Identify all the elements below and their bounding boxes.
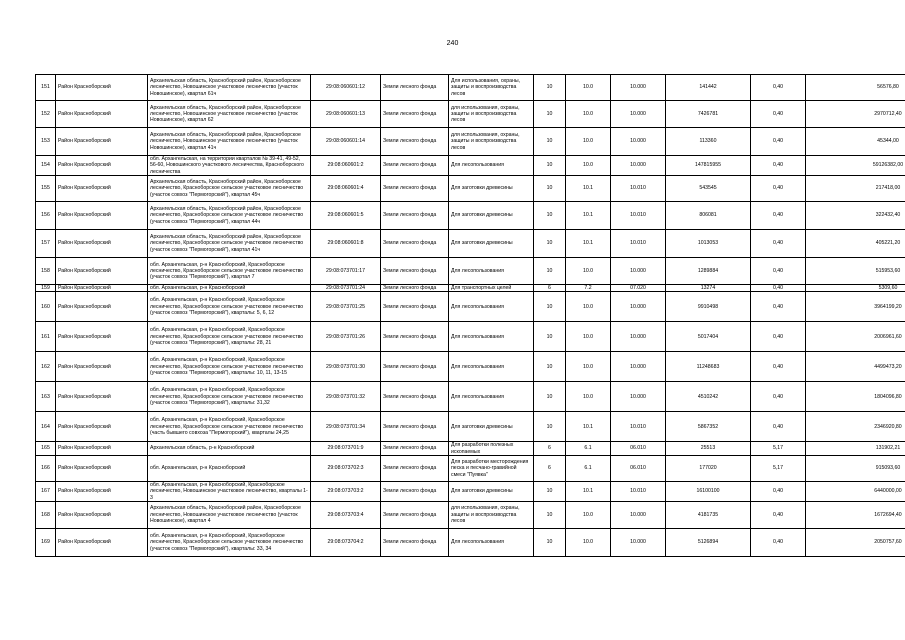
table-row bbox=[36, 156, 905, 176]
use-code-cell: 06.010 bbox=[611, 455, 666, 481]
use-code-subgroup-cell: 10.0 bbox=[566, 258, 611, 285]
page-number: 240 bbox=[446, 40, 459, 47]
rate-cell: 0,40 bbox=[751, 322, 806, 352]
use-code-cell: 10.000 bbox=[611, 292, 666, 322]
address-cell: Архангельская область, Красноборский район, Красноборское лесничество, Новошинское участковое лесничество (участок Новошинское), квартал 4 bbox=[148, 501, 311, 528]
rate-cell: 0,40 bbox=[751, 202, 806, 230]
cadastral-number-cell: 29:08:060601:14 bbox=[311, 128, 381, 156]
use-code-group-cell: 10 bbox=[534, 481, 566, 501]
use-code-group-cell: 10 bbox=[534, 202, 566, 230]
row-number: 157 bbox=[36, 230, 56, 258]
land-category-cell: Земли лесного фонда bbox=[381, 322, 449, 352]
rate-cell: 0,40 bbox=[751, 156, 806, 176]
use-code-cell: 10.010 bbox=[611, 202, 666, 230]
land-category-cell: Земли лесного фонда bbox=[381, 412, 449, 442]
cadastral-value-cell: 4499473,20 bbox=[806, 352, 905, 382]
use-code-cell: 10.000 bbox=[611, 101, 666, 128]
table-row bbox=[36, 322, 905, 352]
address-cell: Архангельская область, Красноборский район, Красноборское лесничество, Новошинское участковое лесничество (участок Новошинское), квартал 62 bbox=[148, 101, 311, 128]
cadastral-value-cell: 1672694,40 bbox=[806, 501, 905, 528]
district-cell: Район Красноборский bbox=[56, 528, 148, 556]
use-code-group-cell: 10 bbox=[534, 382, 566, 412]
use-code-subgroup-cell: 10.1 bbox=[566, 481, 611, 501]
area-cell: 4510242 bbox=[666, 382, 751, 412]
cadastral-value-cell: 915093,60 bbox=[806, 455, 905, 481]
address-cell: обл. Архангельская, р-н Красноборский, Красноборское лесничество, Красноборское сельское участковое лесничество (участок совхоз "Пермогорский"), кварталы: 33, 34 bbox=[148, 528, 311, 556]
use-code-cell: 10.000 bbox=[611, 156, 666, 176]
rate-cell: 0,40 bbox=[751, 352, 806, 382]
land-category-cell: Земли лесного фонда bbox=[381, 202, 449, 230]
address-cell: обл. Архангельская, р-н Красноборский, Красноборское лесничество, Красноборское сельское участковое лесничество (участок совхоз "Пермогорский"), кварталы: 10, 11, 13-15 bbox=[148, 352, 311, 382]
use-code-subgroup-cell: 6.1 bbox=[566, 442, 611, 456]
use-code-group-cell: 10 bbox=[534, 101, 566, 128]
area-cell: 113360 bbox=[666, 128, 751, 156]
land-category-cell: Земли лесного фонда bbox=[381, 258, 449, 285]
use-code-cell: 10.000 bbox=[611, 322, 666, 352]
permitted-use-cell: Для лесопользования bbox=[449, 322, 534, 352]
address-cell: обл. Архангельская, на территории кварталов № 39-41, 49-52, 56-60, Новошинского участкового лесничества, Красноборского лесничества bbox=[148, 156, 311, 176]
rate-cell: 5,17 bbox=[751, 442, 806, 456]
permitted-use-cell: Для транспортных целей bbox=[449, 285, 534, 292]
row-number: 169 bbox=[36, 528, 56, 556]
address-cell: Архангельская область, р-н Красноборский bbox=[148, 442, 311, 456]
area-cell: 16100100 bbox=[666, 481, 751, 501]
use-code-group-cell: 10 bbox=[534, 528, 566, 556]
address-cell: обл. Архангельская, р-н Красноборский, Красноборское лесничество, Красноборское сельское участковое лесничество (участок совхоз "Пермогорский"), кварталы: 28, 21 bbox=[148, 322, 311, 352]
row-number: 163 bbox=[36, 382, 56, 412]
cadastral-number-cell: 29:08:073701:34 bbox=[311, 412, 381, 442]
district-cell: Район Красноборский bbox=[56, 101, 148, 128]
district-cell: Район Красноборский bbox=[56, 156, 148, 176]
district-cell: Район Красноборский bbox=[56, 75, 148, 101]
rate-cell: 0,40 bbox=[751, 382, 806, 412]
use-code-group-cell: 10 bbox=[534, 176, 566, 202]
use-code-group-cell: 6 bbox=[534, 455, 566, 481]
row-number: 158 bbox=[36, 258, 56, 285]
row-number: 154 bbox=[36, 156, 56, 176]
address-cell: обл. Архангельская, р-н Красноборский, Красноборское лесничество, Красноборское сельское участковое лесничество (участок совхоз "Пермогорский"), кварталы: 5, 6, 12 bbox=[148, 292, 311, 322]
row-number: 152 bbox=[36, 101, 56, 128]
district-cell: Район Красноборский bbox=[56, 285, 148, 292]
land-category-cell: Земли лесного фонда bbox=[381, 481, 449, 501]
use-code-group-cell: 10 bbox=[534, 292, 566, 322]
permitted-use-cell: для использования, охраны, защиты и воспроизводства лесов bbox=[449, 501, 534, 528]
land-category-cell: Земли лесного фонда bbox=[381, 230, 449, 258]
address-cell: обл. Архангельская, р-н Красноборский, Красноборское лесничество, Красноборское сельское участковое лесничество (участок совхоз "Пермогорский"), квартал 7 bbox=[148, 258, 311, 285]
use-code-group-cell: 10 bbox=[534, 352, 566, 382]
cadastral-number-cell: 29:08:073701:25 bbox=[311, 292, 381, 322]
cadastral-number-cell: 29:08:073703:4 bbox=[311, 501, 381, 528]
address-cell: обл. Архангельская, р-н Красноборский, Красноборское лесничество, Красноборское сельское участковое лесничество (участок совхоз "Пермогорский"), кварталы: 31,32 bbox=[148, 382, 311, 412]
land-category-cell: Земли лесного фонда bbox=[381, 176, 449, 202]
rate-cell: 0,40 bbox=[751, 412, 806, 442]
district-cell: Район Красноборский bbox=[56, 352, 148, 382]
use-code-group-cell: 10 bbox=[534, 322, 566, 352]
use-code-group-cell: 6 bbox=[534, 442, 566, 456]
permitted-use-cell: Для заготовки древесины bbox=[449, 481, 534, 501]
cadastral-value-cell: 56576,80 bbox=[806, 75, 905, 101]
area-cell: 13274 bbox=[666, 285, 751, 292]
table-row bbox=[36, 382, 905, 412]
use-code-subgroup-cell: 10.1 bbox=[566, 202, 611, 230]
land-category-cell: Земли лесного фонда bbox=[381, 528, 449, 556]
row-number: 162 bbox=[36, 352, 56, 382]
address-cell: Архангельская область, Красноборский район, Красноборское лесничество, Красноборское сельское участковое лесничество (участок совхоз "Пермогорский"), квартал 45ч bbox=[148, 176, 311, 202]
row-number: 164 bbox=[36, 412, 56, 442]
area-cell: 543545 bbox=[666, 176, 751, 202]
use-code-cell: 10.000 bbox=[611, 382, 666, 412]
land-category-cell: Земли лесного фонда bbox=[381, 75, 449, 101]
rate-cell: 0,40 bbox=[751, 285, 806, 292]
use-code-subgroup-cell: 10.0 bbox=[566, 156, 611, 176]
area-cell: 4181735 bbox=[666, 501, 751, 528]
use-code-subgroup-cell: 6.1 bbox=[566, 455, 611, 481]
table-row bbox=[36, 176, 905, 202]
use-code-subgroup-cell: 10.0 bbox=[566, 382, 611, 412]
land-category-cell: Земли лесного фонда bbox=[381, 285, 449, 292]
table-row bbox=[36, 442, 905, 456]
permitted-use-cell: Для лесопользования bbox=[449, 292, 534, 322]
table-row bbox=[36, 412, 905, 442]
use-code-subgroup-cell: 10.0 bbox=[566, 128, 611, 156]
cadastral-value-cell: 2970712,40 bbox=[806, 101, 905, 128]
row-number: 156 bbox=[36, 202, 56, 230]
cadastral-value-cell: 515953,60 bbox=[806, 258, 905, 285]
address-cell: Архангельская область, Красноборский район, Красноборское лесничество, Новошинское участковое лесничество (участок Новошинское), квартал 41ч bbox=[148, 128, 311, 156]
district-cell: Район Красноборский bbox=[56, 202, 148, 230]
use-code-cell: 10.010 bbox=[611, 412, 666, 442]
district-cell: Район Красноборский bbox=[56, 442, 148, 456]
land-category-cell: Земли лесного фонда bbox=[381, 128, 449, 156]
area-cell: 5126894 bbox=[666, 528, 751, 556]
land-category-cell: Земли лесного фонда bbox=[381, 501, 449, 528]
land-category-cell: Земли лесного фонда bbox=[381, 101, 449, 128]
table-row bbox=[36, 292, 905, 322]
cadastral-number-cell: 29:08:060601:8 bbox=[311, 230, 381, 258]
area-cell: 25513 bbox=[666, 442, 751, 456]
cadastral-value-cell: 59126382,00 bbox=[806, 156, 905, 176]
use-code-group-cell: 10 bbox=[534, 258, 566, 285]
row-number: 160 bbox=[36, 292, 56, 322]
district-cell: Район Красноборский bbox=[56, 292, 148, 322]
cadastral-number-cell: 29:08:073701:30 bbox=[311, 352, 381, 382]
cadastral-number-cell: 29:08:073703:2 bbox=[311, 481, 381, 501]
use-code-cell: 10.010 bbox=[611, 481, 666, 501]
district-cell: Район Красноборский bbox=[56, 322, 148, 352]
use-code-group-cell: 10 bbox=[534, 501, 566, 528]
cadastral-value-cell: 405221,20 bbox=[806, 230, 905, 258]
use-code-subgroup-cell: 10.0 bbox=[566, 75, 611, 101]
area-cell: 1013053 bbox=[666, 230, 751, 258]
district-cell: Район Красноборский bbox=[56, 258, 148, 285]
use-code-cell: 10.000 bbox=[611, 75, 666, 101]
use-code-subgroup-cell: 10.0 bbox=[566, 501, 611, 528]
rate-cell: 0,40 bbox=[751, 230, 806, 258]
cadastral-number-cell: 29:08:073702:3 bbox=[311, 455, 381, 481]
use-code-cell: 10.000 bbox=[611, 352, 666, 382]
rate-cell: 0,40 bbox=[751, 481, 806, 501]
rate-cell: 0,40 bbox=[751, 258, 806, 285]
cadastral-number-cell: 29:08:060601:13 bbox=[311, 101, 381, 128]
cadastral-value-cell: 6440000,00 bbox=[806, 481, 905, 501]
cadastral-value-cell: 322432,40 bbox=[806, 202, 905, 230]
land-category-cell: Земли лесного фонда bbox=[381, 292, 449, 322]
permitted-use-cell: Для лесопользования bbox=[449, 528, 534, 556]
use-code-subgroup-cell: 10.0 bbox=[566, 292, 611, 322]
cadastral-number-cell: 29:08:073701:17 bbox=[311, 258, 381, 285]
row-number: 166 bbox=[36, 455, 56, 481]
district-cell: Район Красноборский bbox=[56, 481, 148, 501]
permitted-use-cell: Для лесопользования bbox=[449, 258, 534, 285]
cadastral-number-cell: 29:08:060601:5 bbox=[311, 202, 381, 230]
land-category-cell: Земли лесного фонда bbox=[381, 442, 449, 456]
use-code-group-cell: 10 bbox=[534, 412, 566, 442]
permitted-use-cell: Для заготовки древесины bbox=[449, 230, 534, 258]
use-code-subgroup-cell: 10.0 bbox=[566, 528, 611, 556]
district-cell: Район Красноборский bbox=[56, 455, 148, 481]
cadastral-number-cell: 29:08:060601:12 bbox=[311, 75, 381, 101]
table-row bbox=[36, 501, 905, 528]
land-category-cell: Земли лесного фонда bbox=[381, 455, 449, 481]
row-number: 161 bbox=[36, 322, 56, 352]
cadastral-number-cell: 29:08:073704:2 bbox=[311, 528, 381, 556]
use-code-cell: 10.000 bbox=[611, 501, 666, 528]
use-code-cell: 10.010 bbox=[611, 230, 666, 258]
address-cell: обл. Архангельская, р-н Красноборский bbox=[148, 455, 311, 481]
permitted-use-cell: для использования, охраны, защиты и воспроизводства лесов bbox=[449, 128, 534, 156]
land-plots-table bbox=[35, 74, 905, 557]
table-row bbox=[36, 202, 905, 230]
address-cell: обл. Архангельская, р-н Красноборский, Красноборское лесничество, Новошинское участковое лесничество, кварталы 1-3 bbox=[148, 481, 311, 501]
district-cell: Район Красноборский bbox=[56, 412, 148, 442]
cadastral-value-cell: 45344,00 bbox=[806, 128, 905, 156]
area-cell: 806081 bbox=[666, 202, 751, 230]
cadastral-number-cell: 29:08:060601:4 bbox=[311, 176, 381, 202]
land-category-cell: Земли лесного фонда bbox=[381, 156, 449, 176]
permitted-use-cell: Для заготовки древесины bbox=[449, 202, 534, 230]
use-code-cell: 10.000 bbox=[611, 258, 666, 285]
use-code-cell: 10.000 bbox=[611, 528, 666, 556]
cadastral-number-cell: 29:08:073701:26 bbox=[311, 322, 381, 352]
address-cell: Архангельская область, Красноборский район, Красноборское лесничество, Красноборское сельское участковое лесничество (участок совхоз "Пермогорский"), квартал 44ч bbox=[148, 202, 311, 230]
district-cell: Район Красноборский bbox=[56, 230, 148, 258]
use-code-group-cell: 10 bbox=[534, 128, 566, 156]
use-code-group-cell: 6 bbox=[534, 285, 566, 292]
area-cell: 11248683 bbox=[666, 352, 751, 382]
cadastral-number-cell: 29:08:073701:9 bbox=[311, 442, 381, 456]
district-cell: Район Красноборский bbox=[56, 382, 148, 412]
table-row bbox=[36, 352, 905, 382]
permitted-use-cell: Для заготовки древесины bbox=[449, 412, 534, 442]
table-row bbox=[36, 528, 905, 556]
table-row bbox=[36, 101, 905, 128]
table-row bbox=[36, 75, 905, 101]
row-number: 151 bbox=[36, 75, 56, 101]
rate-cell: 0,40 bbox=[751, 75, 806, 101]
table-row bbox=[36, 128, 905, 156]
cadastral-value-cell: 1804096,80 bbox=[806, 382, 905, 412]
permitted-use-cell: для использования, охраны, защиты и воспроизводства лесов bbox=[449, 101, 534, 128]
address-cell: Архангельская область, Красноборский район, Красноборское лесничество, Новошинское участковое лесничество (участок Новошинское), квартал 61ч bbox=[148, 75, 311, 101]
land-category-cell: Земли лесного фонда bbox=[381, 352, 449, 382]
address-cell: обл. Архангельская, р-н Красноборский bbox=[148, 285, 311, 292]
permitted-use-cell: Для лесопользования bbox=[449, 156, 534, 176]
rate-cell: 0,40 bbox=[751, 292, 806, 322]
area-cell: 1289884 bbox=[666, 258, 751, 285]
area-cell: 5867352 bbox=[666, 412, 751, 442]
row-number: 167 bbox=[36, 481, 56, 501]
permitted-use-cell: Для разработки полезных ископаемых bbox=[449, 442, 534, 456]
rate-cell: 0,40 bbox=[751, 101, 806, 128]
cadastral-number-cell: 29:08:073701:24 bbox=[311, 285, 381, 292]
address-cell: обл. Архангельская, р-н Красноборский, Красноборское лесничество, Красноборское сельское участковое лесничество (часть бывшего совхоза "Пермогорский"), кварталы 24,25 bbox=[148, 412, 311, 442]
table-row bbox=[36, 481, 905, 501]
area-cell: 177020 bbox=[666, 455, 751, 481]
cadastral-value-cell: 2006961,60 bbox=[806, 322, 905, 352]
cadastral-value-cell: 131902,21 bbox=[806, 442, 905, 456]
use-code-group-cell: 10 bbox=[534, 75, 566, 101]
area-cell: 5017404 bbox=[666, 322, 751, 352]
cadastral-number-cell: 29:08:060601:2 bbox=[311, 156, 381, 176]
permitted-use-cell: Для разработки месторождения песка и песчано-гравийной смеси "Пуявка" bbox=[449, 455, 534, 481]
use-code-subgroup-cell: 7.2 bbox=[566, 285, 611, 292]
use-code-group-cell: 10 bbox=[534, 156, 566, 176]
permitted-use-cell: Для заготовки древесины bbox=[449, 176, 534, 202]
area-cell: 9910498 bbox=[666, 292, 751, 322]
table-row bbox=[36, 285, 905, 292]
rate-cell: 0,40 bbox=[751, 528, 806, 556]
use-code-cell: 10.000 bbox=[611, 128, 666, 156]
cadastral-value-cell: 217418,00 bbox=[806, 176, 905, 202]
use-code-subgroup-cell: 10.0 bbox=[566, 352, 611, 382]
table-row bbox=[36, 258, 905, 285]
table-row bbox=[36, 455, 905, 481]
use-code-subgroup-cell: 10.1 bbox=[566, 176, 611, 202]
rate-cell: 0,40 bbox=[751, 128, 806, 156]
rate-cell: 5,17 bbox=[751, 455, 806, 481]
use-code-subgroup-cell: 10.0 bbox=[566, 101, 611, 128]
permitted-use-cell: Для использования, охраны, защиты и воспроизводства лесов bbox=[449, 75, 534, 101]
use-code-group-cell: 10 bbox=[534, 230, 566, 258]
cadastral-value-cell: 5309,60 bbox=[806, 285, 905, 292]
land-category-cell: Земли лесного фонда bbox=[381, 382, 449, 412]
cadastral-value-cell: 2346920,80 bbox=[806, 412, 905, 442]
cadastral-value-cell: 3964199,20 bbox=[806, 292, 905, 322]
area-cell: 147815955 bbox=[666, 156, 751, 176]
use-code-subgroup-cell: 10.1 bbox=[566, 412, 611, 442]
row-number: 165 bbox=[36, 442, 56, 456]
table-row bbox=[36, 230, 905, 258]
district-cell: Район Красноборский bbox=[56, 128, 148, 156]
cadastral-number-cell: 29:08:073701:32 bbox=[311, 382, 381, 412]
use-code-subgroup-cell: 10.0 bbox=[566, 322, 611, 352]
address-cell: Архангельская область, Красноборский район, Красноборское лесничество, Красноборское сельское участковое лесничество (участок совхоз "Пермогорский"), квартал 41ч bbox=[148, 230, 311, 258]
district-cell: Район Красноборский bbox=[56, 176, 148, 202]
row-number: 159 bbox=[36, 285, 56, 292]
row-number: 155 bbox=[36, 176, 56, 202]
permitted-use-cell: Для лесопользования bbox=[449, 382, 534, 412]
use-code-cell: 07.020 bbox=[611, 285, 666, 292]
rate-cell: 0,40 bbox=[751, 176, 806, 202]
cadastral-value-cell: 2050757,60 bbox=[806, 528, 905, 556]
row-number: 168 bbox=[36, 501, 56, 528]
district-cell: Район Красноборский bbox=[56, 501, 148, 528]
use-code-subgroup-cell: 10.1 bbox=[566, 230, 611, 258]
area-cell: 141442 bbox=[666, 75, 751, 101]
row-number: 153 bbox=[36, 128, 56, 156]
permitted-use-cell: Для лесопользования bbox=[449, 352, 534, 382]
use-code-cell: 10.010 bbox=[611, 176, 666, 202]
rate-cell: 0,40 bbox=[751, 501, 806, 528]
use-code-cell: 06.010 bbox=[611, 442, 666, 456]
area-cell: 7426781 bbox=[666, 101, 751, 128]
